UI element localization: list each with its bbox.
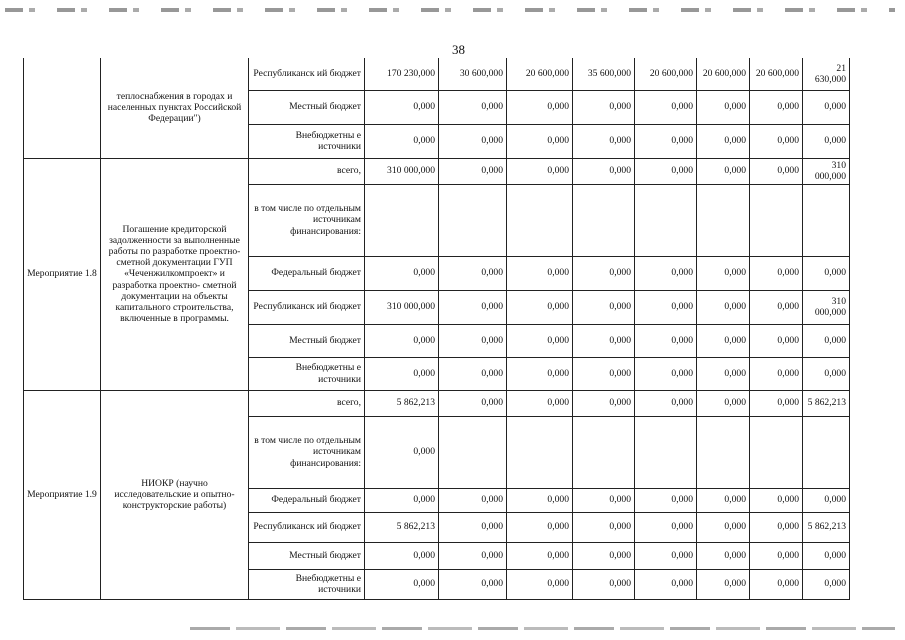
value-cell: 0,000 bbox=[750, 569, 803, 599]
value-cell: 0,000 bbox=[439, 390, 507, 416]
value-cell: 0,000 bbox=[750, 158, 803, 184]
funding-source: Внебюджетны е источники bbox=[249, 569, 365, 599]
value-cell: 0,000 bbox=[439, 512, 507, 542]
value-cell: 0,000 bbox=[439, 90, 507, 124]
value-cell: 0,000 bbox=[439, 542, 507, 569]
value-cell bbox=[635, 416, 697, 488]
value-cell: 0,000 bbox=[365, 90, 439, 124]
value-cell bbox=[697, 184, 750, 256]
value-cell: 0,000 bbox=[573, 90, 635, 124]
value-cell: 0,000 bbox=[507, 512, 573, 542]
value-cell bbox=[573, 416, 635, 488]
value-cell: 0,000 bbox=[439, 158, 507, 184]
value-cell: 5 862,213 bbox=[365, 390, 439, 416]
value-cell: 0,000 bbox=[573, 488, 635, 512]
value-cell: 0,000 bbox=[635, 158, 697, 184]
value-cell: 0,000 bbox=[573, 124, 635, 158]
value-cell: 0,000 bbox=[439, 569, 507, 599]
value-cell: 0,000 bbox=[635, 290, 697, 324]
page-number: 38 bbox=[452, 42, 465, 57]
value-cell bbox=[507, 184, 573, 256]
value-cell: 0,000 bbox=[803, 357, 850, 390]
budget-table bbox=[23, 58, 850, 600]
activity-description: теплоснабжения в городах и населенных пунктах Российской Федерации") bbox=[101, 58, 249, 158]
value-cell: 0,000 bbox=[697, 542, 750, 569]
table-row bbox=[24, 390, 850, 416]
value-cell: 5 862,213 bbox=[365, 512, 439, 542]
value-cell: 0,000 bbox=[365, 124, 439, 158]
funding-source: Местный бюджет bbox=[249, 90, 365, 124]
value-cell: 0,000 bbox=[635, 324, 697, 357]
value-cell: 0,000 bbox=[697, 158, 750, 184]
funding-source: Республиканск ий бюджет bbox=[249, 290, 365, 324]
funding-source: всего, bbox=[249, 390, 365, 416]
funding-source: в том числе по отдельным источникам финансирования: bbox=[249, 184, 365, 256]
value-cell: 0,000 bbox=[635, 569, 697, 599]
value-cell: 0,000 bbox=[507, 569, 573, 599]
value-cell bbox=[573, 184, 635, 256]
value-cell: 0,000 bbox=[750, 542, 803, 569]
value-cell: 0,000 bbox=[697, 124, 750, 158]
value-cell: 5 862,213 bbox=[803, 512, 850, 542]
value-cell: 0,000 bbox=[507, 158, 573, 184]
value-cell: 0,000 bbox=[573, 569, 635, 599]
value-cell: 0,000 bbox=[750, 290, 803, 324]
funding-source: всего, bbox=[249, 158, 365, 184]
value-cell: 0,000 bbox=[803, 256, 850, 290]
value-cell: 0,000 bbox=[750, 390, 803, 416]
value-cell bbox=[803, 184, 850, 256]
scan-noise-bottom bbox=[190, 627, 895, 630]
value-cell: 0,000 bbox=[573, 512, 635, 542]
value-cell: 0,000 bbox=[507, 256, 573, 290]
value-cell: 0,000 bbox=[697, 488, 750, 512]
value-cell: 0,000 bbox=[750, 90, 803, 124]
value-cell: 0,000 bbox=[365, 542, 439, 569]
value-cell: 0,000 bbox=[365, 324, 439, 357]
value-cell: 170 230,000 bbox=[365, 58, 439, 90]
value-cell: 0,000 bbox=[635, 256, 697, 290]
value-cell: 0,000 bbox=[750, 357, 803, 390]
value-cell: 0,000 bbox=[697, 569, 750, 599]
value-cell bbox=[803, 416, 850, 488]
value-cell bbox=[439, 184, 507, 256]
table-row bbox=[24, 58, 850, 90]
value-cell: 0,000 bbox=[635, 390, 697, 416]
value-cell: 20 600,000 bbox=[635, 58, 697, 90]
value-cell: 0,000 bbox=[507, 90, 573, 124]
value-cell: 0,000 bbox=[803, 90, 850, 124]
value-cell: 0,000 bbox=[697, 512, 750, 542]
value-cell: 20 600,000 bbox=[750, 58, 803, 90]
value-cell: 0,000 bbox=[697, 324, 750, 357]
value-cell: 35 600,000 bbox=[573, 58, 635, 90]
value-cell: 0,000 bbox=[803, 324, 850, 357]
value-cell: 0,000 bbox=[573, 256, 635, 290]
value-cell: 0,000 bbox=[635, 512, 697, 542]
activity-label bbox=[24, 58, 101, 158]
funding-source: Федеральный бюджет bbox=[249, 256, 365, 290]
value-cell: 20 600,000 bbox=[507, 58, 573, 90]
scan-noise-top bbox=[5, 8, 895, 12]
value-cell: 0,000 bbox=[439, 357, 507, 390]
value-cell bbox=[697, 416, 750, 488]
value-cell: 0,000 bbox=[573, 158, 635, 184]
value-cell: 20 600,000 bbox=[697, 58, 750, 90]
value-cell: 0,000 bbox=[365, 256, 439, 290]
value-cell: 0,000 bbox=[635, 488, 697, 512]
value-cell: 310 000,000 bbox=[803, 158, 850, 184]
value-cell bbox=[439, 416, 507, 488]
value-cell: 0,000 bbox=[697, 256, 750, 290]
value-cell bbox=[750, 416, 803, 488]
activity-description: Погашение кредиторской задолженности за выполненные работы по разработке проектно- сметной документации ГУП «Чеченжилкомпроект» и разработка проектно- сметной документации на объекты капитального строительства, включенные в программы. bbox=[101, 158, 249, 390]
funding-source: Местный бюджет bbox=[249, 542, 365, 569]
value-cell: 0,000 bbox=[439, 324, 507, 357]
value-cell bbox=[635, 184, 697, 256]
value-cell: 0,000 bbox=[507, 290, 573, 324]
value-cell: 0,000 bbox=[439, 290, 507, 324]
value-cell: 0,000 bbox=[803, 124, 850, 158]
activity-label: Мероприятие 1.8 bbox=[24, 158, 101, 390]
value-cell: 0,000 bbox=[507, 357, 573, 390]
value-cell: 0,000 bbox=[507, 390, 573, 416]
value-cell: 0,000 bbox=[507, 488, 573, 512]
value-cell: 0,000 bbox=[750, 124, 803, 158]
value-cell: 0,000 bbox=[697, 357, 750, 390]
value-cell: 0,000 bbox=[803, 488, 850, 512]
value-cell bbox=[507, 416, 573, 488]
value-cell: 0,000 bbox=[365, 416, 439, 488]
value-cell: 310 000,000 bbox=[365, 158, 439, 184]
value-cell: 310 000,000 bbox=[365, 290, 439, 324]
funding-source: Республиканск ий бюджет bbox=[249, 58, 365, 90]
value-cell: 0,000 bbox=[750, 512, 803, 542]
value-cell: 0,000 bbox=[750, 256, 803, 290]
value-cell: 0,000 bbox=[439, 488, 507, 512]
value-cell: 0,000 bbox=[635, 357, 697, 390]
value-cell: 0,000 bbox=[439, 256, 507, 290]
value-cell: 0,000 bbox=[750, 488, 803, 512]
value-cell: 0,000 bbox=[439, 124, 507, 158]
funding-source: в том числе по отдельным источникам финансирования: bbox=[249, 416, 365, 488]
value-cell: 30 600,000 bbox=[439, 58, 507, 90]
value-cell: 0,000 bbox=[697, 290, 750, 324]
value-cell: 0,000 bbox=[697, 90, 750, 124]
value-cell: 0,000 bbox=[573, 390, 635, 416]
value-cell: 0,000 bbox=[507, 124, 573, 158]
value-cell: 0,000 bbox=[573, 290, 635, 324]
activity-label: Мероприятие 1.9 bbox=[24, 390, 101, 599]
activity-description: НИОКР (научно исследовательские и опытно-конструкторские работы) bbox=[101, 390, 249, 599]
value-cell: 0,000 bbox=[573, 357, 635, 390]
funding-source: Внебюджетны е источники bbox=[249, 124, 365, 158]
value-cell: 0,000 bbox=[635, 90, 697, 124]
funding-source: Федеральный бюджет bbox=[249, 488, 365, 512]
value-cell: 21 630,000 bbox=[803, 58, 850, 90]
value-cell: 5 862,213 bbox=[803, 390, 850, 416]
funding-source: Местный бюджет bbox=[249, 324, 365, 357]
value-cell bbox=[750, 184, 803, 256]
value-cell: 0,000 bbox=[365, 569, 439, 599]
value-cell: 0,000 bbox=[803, 569, 850, 599]
value-cell: 0,000 bbox=[697, 390, 750, 416]
value-cell: 0,000 bbox=[635, 124, 697, 158]
value-cell: 0,000 bbox=[573, 324, 635, 357]
table-row bbox=[24, 158, 850, 184]
value-cell: 0,000 bbox=[365, 488, 439, 512]
value-cell: 0,000 bbox=[507, 324, 573, 357]
value-cell: 0,000 bbox=[507, 542, 573, 569]
value-cell bbox=[365, 184, 439, 256]
value-cell: 0,000 bbox=[365, 357, 439, 390]
funding-source: Республиканск ий бюджет bbox=[249, 512, 365, 542]
value-cell: 0,000 bbox=[803, 542, 850, 569]
value-cell: 310 000,000 bbox=[803, 290, 850, 324]
value-cell: 0,000 bbox=[635, 542, 697, 569]
funding-source: Внебюджетны е источники bbox=[249, 357, 365, 390]
value-cell: 0,000 bbox=[750, 324, 803, 357]
value-cell: 0,000 bbox=[573, 542, 635, 569]
